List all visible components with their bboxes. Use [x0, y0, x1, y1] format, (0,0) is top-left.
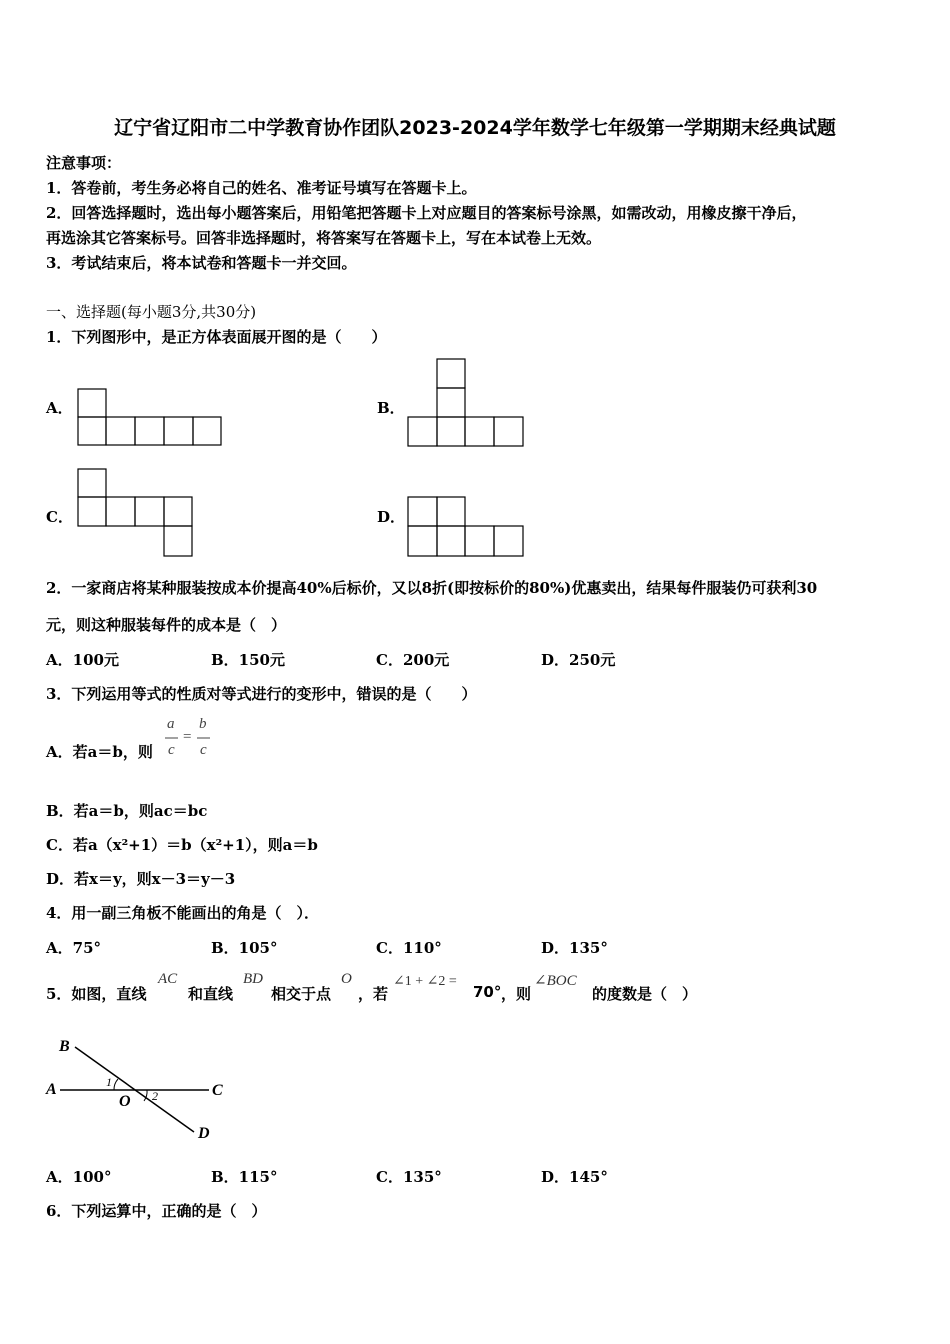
q1-option-a-label: A． — [46, 399, 73, 417]
q4-option-c: C．110° — [376, 939, 442, 957]
question-5-part: 5．如图，直线 — [46, 985, 147, 1003]
q5-option-a: A．100° — [46, 1168, 112, 1186]
question-5-part: 和直线 — [188, 985, 234, 1003]
fraction-numerator-b: b — [199, 716, 207, 732]
question-5-part: 的度数是（ ） — [592, 985, 698, 1003]
q2-option-d: D．250元 — [541, 651, 616, 669]
notice-item: 1．答卷前，考生务必将自己的姓名、准考证号填写在答题卡上。 — [46, 179, 477, 197]
figure-angle-2: 2 — [152, 1089, 158, 1103]
question-4-stem: 4．用一副三角板不能画出的角是（ ）． — [46, 904, 319, 922]
figure-label-o: O — [119, 1093, 131, 1110]
page-title: 辽宁省辽阳市二中学教育协作团队2023-2024学年数学七年级第一学期期末经典试题 — [114, 117, 836, 139]
figure-label-b: B — [59, 1038, 70, 1055]
q3-option-b: B．若a＝b，则ac＝bc — [46, 802, 208, 820]
notice-heading: 注意事项： — [46, 154, 122, 172]
question-1-stem: 1．下列图形中，是正方体表面展开图的是（ ） — [46, 328, 387, 346]
question-5-part: 相交于点 — [271, 985, 332, 1003]
q2-option-a: A．100元 — [46, 651, 119, 669]
angle-boc-label: ∠BOC — [534, 973, 577, 989]
q2-option-b: B．150元 — [211, 651, 285, 669]
question-3-stem: 3．下列运用等式的性质对等式进行的变形中，错误的是（ ） — [46, 685, 477, 703]
figure-angle-1: 1 — [106, 1075, 112, 1089]
question-2-line2: 元，则这种服装每件的成本是（ ） — [46, 616, 287, 634]
line-ac-label: AC — [158, 971, 178, 987]
figure-label-c: C — [212, 1082, 223, 1099]
q1-option-b-label: B． — [377, 399, 405, 417]
q1-option-c-label: C． — [46, 508, 73, 526]
section-heading: 一、选择题(每小题3分,共30分) — [46, 303, 257, 321]
q3-option-c: C．若a（x²+1）＝b（x²+1），则a＝b — [46, 836, 318, 854]
question-5-part: ，若 — [358, 985, 389, 1003]
angle-sum-value: 70° — [473, 983, 502, 1001]
angle-sum-expression: ∠1 + ∠2 = — [393, 974, 457, 989]
question-6-stem: 6．下列运算中，正确的是（ ） — [46, 1202, 267, 1220]
fraction-numerator-a: a — [167, 716, 175, 732]
line-bd-label: BD — [243, 971, 263, 987]
q3-option-a: A．若a＝b，则 — [46, 743, 153, 761]
angle-1-arc — [114, 1079, 118, 1090]
q2-option-c: C．200元 — [376, 651, 450, 669]
point-o-label: O — [341, 971, 352, 987]
q5-option-d: D．145° — [541, 1168, 608, 1186]
fraction-denominator-b: c — [200, 742, 207, 758]
q5-option-c: C．135° — [376, 1168, 442, 1186]
fraction-equals: = — [183, 729, 192, 745]
angle-2-arc — [144, 1090, 147, 1101]
q4-option-a: A．75° — [46, 939, 102, 957]
notice-item: 再选涂其它答案标号。回答非选择题时，将答案写在答题卡上，写在本试卷上无效。 — [46, 229, 602, 247]
notice-item: 3．考试结束后，将本试卷和答题卡一并交回。 — [46, 254, 357, 272]
q1-option-d-label: D． — [377, 508, 406, 526]
notice-item: 2．回答选择题时，选出每小题答案后，用铅笔把答题卡上对应题目的答案标号涂黑，如需改动，用橡皮擦干净后， — [46, 204, 807, 222]
q4-option-d: D．135° — [541, 939, 608, 957]
figure-label-d: D — [198, 1125, 210, 1142]
figure-label-a: A — [46, 1081, 57, 1098]
question-5-part: ，则 — [501, 985, 532, 1003]
q4-option-b: B．105° — [211, 939, 278, 957]
q3-option-d: D．若x＝y，则x－3＝y－3 — [46, 870, 236, 888]
fraction-denominator-a: c — [168, 742, 175, 758]
q5-option-b: B．115° — [211, 1168, 278, 1186]
question-2-line1: 2．一家商店将某种服装按成本价提高40%后标价，又以8折(即按标价的80%)优惠卖出，结果每件服装仍可获利30 — [46, 579, 818, 597]
